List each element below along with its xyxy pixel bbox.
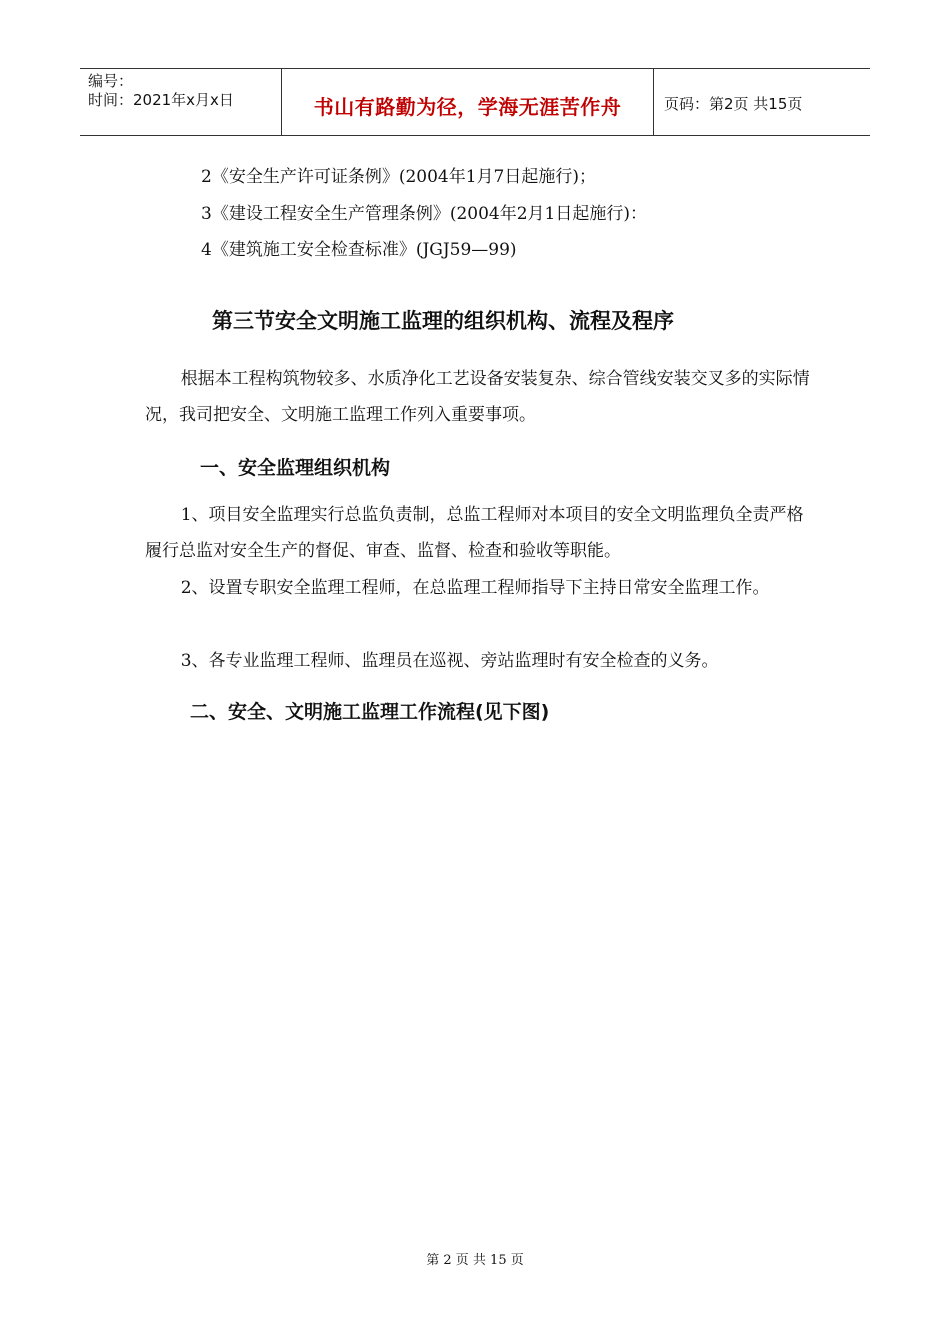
section-title: 第三节安全文明施工监理的组织机构、流程及程序 [212,309,674,333]
page-header [80,68,870,136]
organization-item: 2、设置专职安全监理工程师，在总监理工程师指导下主持日常安全监理工作。 [180,578,770,598]
organization-item: 1、项目安全监理实行总监负责制，总监工程师对本项目的安全文明监理负全责严格履行总监对安全生产的督促、审查、监督、检查和验收等职能。 [145,505,804,561]
document-date-label: 时间：2021年x月x日 [88,91,234,109]
subsection-title-organization: 一、安全监理组织机构 [200,457,391,479]
header-page-info: 页码：第2页 共15页 [664,95,803,113]
section-intro-paragraph: 根据本工程构筑物较多、水质净化工艺设备安装复杂、综合管线安装交叉多的实际情况，我司把安全、文明施工监理工作列入重要事项。 [145,369,810,425]
document-number-label: 编号： [88,72,134,90]
header-motto-cell [282,69,654,135]
reference-item: 3《建设工程安全生产管理条例》(2004年2月1日起施行)： [201,204,647,224]
subsection-title-workflow: 二、安全、文明施工监理工作流程(见下图) [190,701,550,723]
header-page-cell [654,69,870,135]
header-meta-cell [80,69,282,135]
reference-item: 2《安全生产许可证条例》(2004年1月7日起施行)； [201,167,596,187]
reference-item: 4《建筑施工安全检查标准》(JGJ59—99) [201,240,517,260]
page-footer: 第 2 页 共 15 页 [426,1253,524,1268]
header-motto: 书山有路勤为径，学海无涯苦作舟 [313,95,622,119]
organization-item: 3、各专业监理工程师、监理员在巡视、旁站监理时有安全检查的义务。 [180,651,719,671]
